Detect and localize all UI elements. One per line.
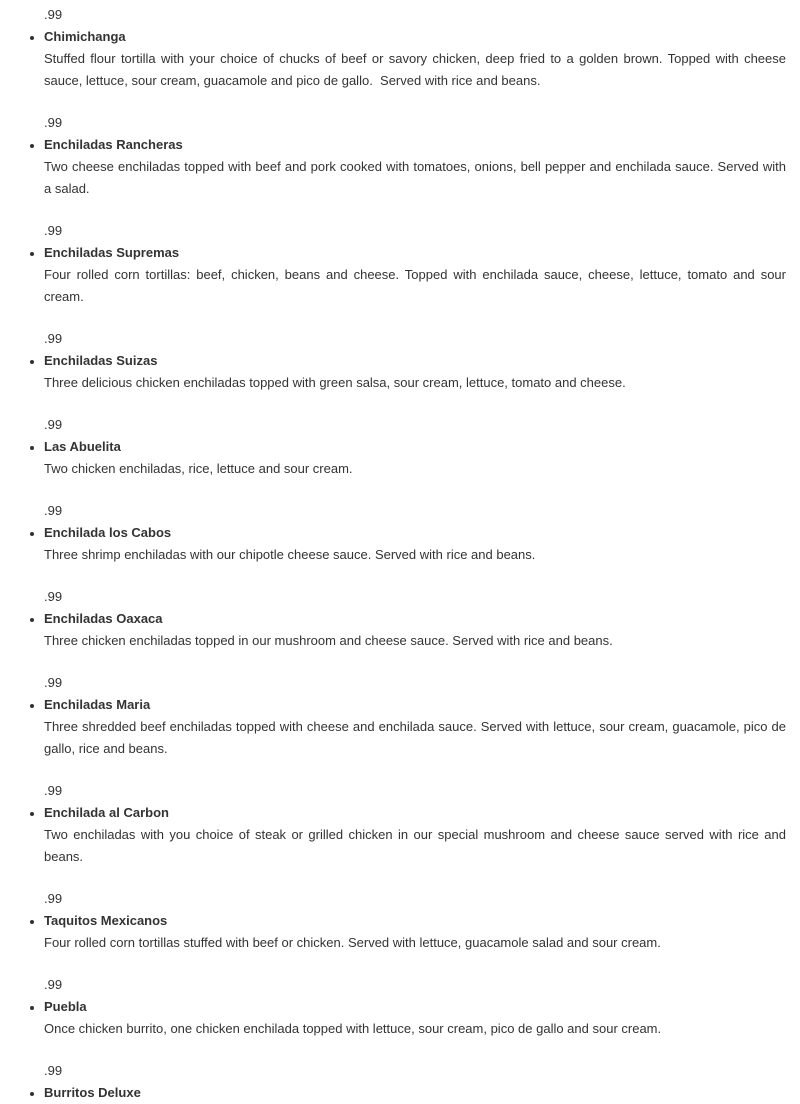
item-price: .99	[44, 115, 63, 130]
item-description: Three shrimp enchiladas with our chipotle cheese sauce. Served with rice and beans.	[44, 547, 536, 562]
menu-item	[44, 996, 786, 1082]
item-price: .99	[44, 977, 63, 992]
item-description: Four rolled corn tortillas: beef, chicken, beans and cheese. Topped with enchilada sauce, cheese, lettuce, tomato and sour cream.	[44, 267, 790, 304]
item-description: Three shredded beef enchiladas topped with cheese and enchilada sauce. Served with lettuce, sour cream, guacamole, pico de gallo, rice and beans.	[44, 719, 790, 756]
item-description: Once chicken burrito, one chicken enchilada topped with lettuce, sour cream, pico de gallo and sour cream.	[44, 1021, 662, 1036]
menu-page	[0, 4, 800, 1104]
item-name: • Enchiladas Supremas	[44, 245, 180, 260]
item-price: .99	[44, 223, 63, 238]
item-description: Two cheese enchiladas topped with beef and pork cooked with tomatoes, onions, bell pepper and enchilada sauce. Served with a salad.	[44, 159, 790, 196]
menu-item	[44, 802, 790, 910]
menu-item	[44, 522, 786, 608]
item-name: • Enchiladas Suizas	[44, 353, 158, 368]
item-price: .99	[44, 783, 63, 798]
item-price: .99	[44, 331, 63, 346]
item-price: .99	[44, 1063, 63, 1078]
menu-list	[0, 26, 800, 1104]
item-name: • Chimichanga	[44, 29, 126, 44]
item-description: Three delicious chicken enchiladas topped with green salsa, sour cream, lettuce, tomato and cheese.	[44, 375, 626, 390]
item-description: Three chicken enchiladas topped in our mushroom and cheese sauce. Served with rice and beans.	[44, 633, 613, 648]
menu-item	[44, 608, 786, 694]
item-price: .99	[44, 503, 63, 518]
item-name: • Burritos Deluxe	[44, 1085, 141, 1100]
item-name: • Puebla	[44, 999, 87, 1014]
item-name: • Enchilada los Cabos	[44, 525, 172, 540]
item-name: • Enchilada al Carbon	[44, 805, 169, 820]
item-description: Stuffed flour tortilla with your choice of chucks of beef or savory chicken, deep fried to a golden brown. Topped with cheese sauce, lettuce, sour cream, guacamole and pico de gallo. Served with rice and beans.	[44, 51, 790, 88]
item-name: • Enchiladas Rancheras	[44, 137, 183, 152]
item-description: Four rolled corn tortillas stuffed with beef or chicken. Served with lettuce, guacamole salad and sour cream.	[44, 935, 661, 950]
menu-item	[44, 242, 790, 350]
item-description: Two chicken enchiladas, rice, lettuce and sour cream.	[44, 461, 353, 476]
item-price: .99	[44, 589, 63, 604]
item-name: • Taquitos Mexicanos	[44, 913, 168, 928]
menu-item	[44, 26, 790, 134]
item-description: Two enchiladas with you choice of steak or grilled chicken in our special mushroom and cheese sauce served with rice and beans.	[44, 827, 790, 864]
menu-item	[44, 910, 786, 996]
menu-item	[44, 1082, 786, 1104]
menu-item	[44, 694, 790, 802]
item-price: .99	[44, 7, 63, 22]
menu-item	[44, 350, 786, 436]
item-name: • Enchiladas Oaxaca	[44, 611, 163, 626]
item-price: .99	[44, 891, 63, 906]
menu-item	[44, 134, 790, 242]
item-price: .99	[44, 417, 63, 432]
item-price: .99	[44, 675, 63, 690]
item-name: • Las Abuelita	[44, 439, 121, 454]
item-name: • Enchiladas Maria	[44, 697, 151, 712]
menu-item	[44, 436, 786, 522]
